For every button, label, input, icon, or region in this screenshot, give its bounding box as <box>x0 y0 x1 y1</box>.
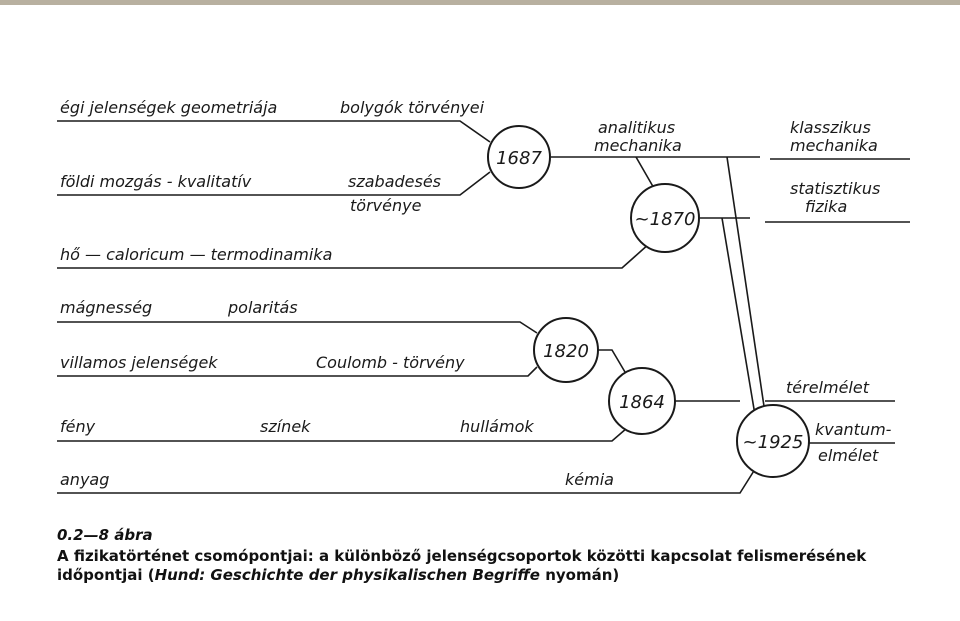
node-1820-label: 1820 <box>543 341 589 362</box>
line-magnesseg <box>57 322 537 333</box>
caption-end: nyomán) <box>540 566 620 584</box>
node-1864 <box>609 368 675 434</box>
node-1820 <box>534 318 598 382</box>
node-1870 <box>631 184 699 252</box>
node-1925-label: ~1925 <box>742 432 804 453</box>
figure-number: 0.2—8 ábra <box>57 526 153 544</box>
node-1687-label: 1687 <box>496 148 542 169</box>
line-egi <box>57 121 490 142</box>
line-anyag <box>57 466 757 493</box>
label-szabadeses-2: törvénye <box>350 196 422 215</box>
label-kemia: kémia <box>565 470 614 489</box>
line-1820-1864 <box>598 350 625 372</box>
line-1687-1870 <box>636 157 655 190</box>
figure-caption <box>57 526 937 585</box>
node-1925 <box>737 405 809 477</box>
label-terelmelet: térelmélet <box>786 378 869 397</box>
line-feny <box>57 428 627 441</box>
label-coulomb: Coulomb - törvény <box>316 353 465 372</box>
label-kvantum-2: elmélet <box>818 446 879 465</box>
label-magnesseg: mágnesség <box>60 298 153 317</box>
label-kvantum-1: kvantum- <box>815 420 892 439</box>
label-villamos: villamos jelenségek <box>60 353 218 372</box>
label-bolygok: bolygók törvényei <box>340 98 485 117</box>
label-klasszikus-1: klasszikus <box>790 118 871 137</box>
label-anyag: anyag <box>60 470 110 489</box>
label-egi: égi jelenségek geometriája <box>60 98 278 117</box>
node-1864-label: 1864 <box>619 392 665 413</box>
label-foldi: földi mozgás - kvalitatív <box>60 172 252 191</box>
label-analitikus-2: mechanika <box>594 136 682 155</box>
label-hullamok: hullámok <box>460 417 534 436</box>
caption-main: A fizikatörténet csomópontjai: a különböző jelenségcsoportok közötti kapcsolat felismerésének időpontjai ( <box>57 547 867 584</box>
label-klasszikus-2: mechanika <box>790 136 878 155</box>
label-polaritas: polaritás <box>228 298 298 317</box>
caption-source: Hund: Geschichte der physikalischen Begriffe <box>154 566 540 584</box>
label-ho: hő — caloricum — termodinamika <box>60 245 333 264</box>
node-1687 <box>488 126 550 188</box>
label-statisztikus-1: statisztikus <box>790 179 881 198</box>
label-szinek: színek <box>260 417 311 436</box>
node-1870-label: ~1870 <box>634 209 696 230</box>
label-feny: fény <box>60 417 96 436</box>
scan-top-edge <box>0 0 960 5</box>
label-analitikus-1: analitikus <box>598 118 676 137</box>
caption-text <box>57 547 937 585</box>
label-szabadeses-1: szabadesés <box>348 172 442 191</box>
label-statisztikus-2: fizika <box>805 197 848 216</box>
